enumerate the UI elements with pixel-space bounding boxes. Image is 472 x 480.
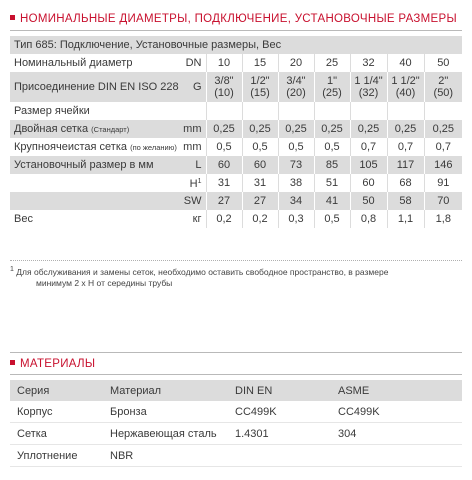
table-cell	[314, 102, 350, 120]
table-cell: 0,7	[387, 138, 424, 156]
table-cell: 0,25	[242, 120, 278, 138]
row-symbol: L	[170, 156, 206, 174]
row-symbol: mm	[170, 120, 206, 138]
table-cell: 38	[278, 174, 314, 192]
table-cell: 15	[242, 54, 278, 72]
dimensions-table	[10, 36, 462, 228]
table-cell: 31	[206, 174, 242, 192]
table-cell: 40	[387, 54, 424, 72]
table-cell: 0,25	[387, 120, 424, 138]
table-cell: 1 1/2" (40)	[387, 72, 424, 102]
table-cell	[206, 102, 242, 120]
column-header: Серия	[10, 380, 103, 401]
table-row	[10, 138, 462, 156]
table-cell	[242, 102, 278, 120]
table-cell	[387, 102, 424, 120]
table-cell: 51	[314, 174, 350, 192]
materials-table	[10, 380, 462, 467]
row-label: Номинальный диаметр	[14, 57, 133, 69]
table-cell: 0,7	[424, 138, 462, 156]
row-label: Размер ячейки	[14, 105, 90, 117]
row-label: Двойная сетка (Стандарт)	[10, 120, 170, 138]
table-cell: 1,8	[424, 210, 462, 228]
table-cell	[228, 445, 331, 467]
table-cell	[331, 445, 462, 467]
table-row	[10, 54, 462, 72]
table-cell: 2" (50)	[424, 72, 462, 102]
table-cell: 32	[350, 54, 387, 72]
table-cell: 41	[314, 192, 350, 210]
table-cell: 60	[206, 156, 242, 174]
table-cell: 105	[350, 156, 387, 174]
table-cell: 0,25	[350, 120, 387, 138]
table-cell: 10	[206, 54, 242, 72]
table-cell: 0,8	[350, 210, 387, 228]
table-cell: Нержавеющая сталь	[103, 423, 228, 445]
table-cell: 3/4" (20)	[278, 72, 314, 102]
table-cell: 27	[242, 192, 278, 210]
row-label	[10, 192, 170, 210]
table-cell: 1" (25)	[314, 72, 350, 102]
row-symbol: кг	[192, 213, 202, 225]
table-title: Тип 685: Подключение, Установочные размеры, Вес	[10, 36, 462, 54]
table-cell: 0,2	[206, 210, 242, 228]
footnote: $^1$ Для обслуживания и замены сеток, необходимо оставить свободное пространство, в размере минимум 2 x H от середины трубы	[10, 266, 389, 288]
table-cell: 68	[387, 174, 424, 192]
table-cell: 70	[424, 192, 462, 210]
table-cell: NBR	[103, 445, 228, 467]
table-row	[10, 192, 462, 210]
table-cell: 0,7	[350, 138, 387, 156]
table-cell: 25	[314, 54, 350, 72]
section-title-materials: МАТЕРИАЛЫ	[10, 358, 95, 370]
table-row	[10, 401, 462, 423]
table-cell	[424, 102, 462, 120]
red-square-icon	[10, 360, 15, 365]
row-note: (Стандарт)	[91, 124, 130, 134]
table-row	[10, 210, 462, 228]
table-cell: 50	[424, 54, 462, 72]
table-row	[10, 174, 462, 192]
table-cell: 117	[387, 156, 424, 174]
table-cell: 0,25	[424, 120, 462, 138]
section-divider	[10, 352, 462, 353]
row-note: (по желанию)	[130, 142, 177, 152]
footnote-divider	[10, 260, 462, 261]
row-symbol: $H^1$	[189, 178, 202, 190]
table-cell: 91	[424, 174, 462, 192]
table-cell: 58	[387, 192, 424, 210]
table-cell: 0,5	[314, 210, 350, 228]
table-cell: 1/2" (15)	[242, 72, 278, 102]
table-cell: 1.4301	[228, 423, 331, 445]
table-cell: Сетка	[10, 423, 103, 445]
column-header: DIN EN	[228, 380, 331, 401]
section-divider	[10, 374, 462, 375]
table-cell: 0,5	[242, 138, 278, 156]
table-cell: 20	[278, 54, 314, 72]
section-divider	[10, 30, 462, 31]
table-row	[10, 156, 462, 174]
section-title-dimensions: НОМИНАЛЬНЫЕ ДИАМЕТРЫ, ПОДКЛЮЧЕНИЕ, УСТАНОВОЧНЫЕ РАЗМЕРЫ	[10, 13, 457, 25]
table-cell: 0,5	[314, 138, 350, 156]
row-label: Вес	[14, 213, 33, 225]
row-symbol: mm	[183, 141, 202, 153]
table-cell: CC499K	[331, 401, 462, 423]
column-header: Материал	[103, 380, 228, 401]
table-cell: 60	[242, 156, 278, 174]
row-symbol	[170, 102, 206, 120]
table-row	[10, 423, 462, 445]
table-cell	[278, 102, 314, 120]
table-cell: 0,25	[278, 120, 314, 138]
row-symbol: G	[170, 72, 206, 102]
table-cell: 34	[278, 192, 314, 210]
table-row	[10, 72, 462, 102]
red-square-icon	[10, 15, 15, 20]
table-row	[10, 445, 462, 467]
table-cell: 304	[331, 423, 462, 445]
table-header-row	[10, 380, 462, 401]
table-cell: CC499K	[228, 401, 331, 423]
table-row	[10, 102, 462, 120]
table-cell: 0,3	[278, 210, 314, 228]
table-cell: 3/8" (10)	[206, 72, 242, 102]
table-cell: 27	[206, 192, 242, 210]
table-row	[10, 120, 462, 138]
table-cell: 0,5	[206, 138, 242, 156]
table-cell: 1 1/4" (32)	[350, 72, 387, 102]
row-symbol: DN	[185, 57, 202, 69]
table-cell: 85	[314, 156, 350, 174]
table-cell: Уплотнение	[10, 445, 103, 467]
table-cell: 0,5	[278, 138, 314, 156]
row-label	[10, 174, 170, 192]
table-cell: 0,25	[206, 120, 242, 138]
row-symbol: SW	[170, 192, 206, 210]
row-label: Установочный размер в мм	[10, 156, 170, 174]
table-cell: 0,2	[242, 210, 278, 228]
table-cell: 31	[242, 174, 278, 192]
table-cell	[350, 102, 387, 120]
table-cell: Корпус	[10, 401, 103, 423]
row-label: Присоединение DIN EN ISO 228	[10, 72, 170, 102]
table-cell: 0,25	[314, 120, 350, 138]
column-header: ASME	[331, 380, 462, 401]
table-cell: 50	[350, 192, 387, 210]
table-cell: 73	[278, 156, 314, 174]
table-cell: 60	[350, 174, 387, 192]
row-label: Крупноячеистая сетка (по желанию)	[14, 140, 177, 153]
table-cell: 146	[424, 156, 462, 174]
table-cell: Бронза	[103, 401, 228, 423]
table-cell: 1,1	[387, 210, 424, 228]
